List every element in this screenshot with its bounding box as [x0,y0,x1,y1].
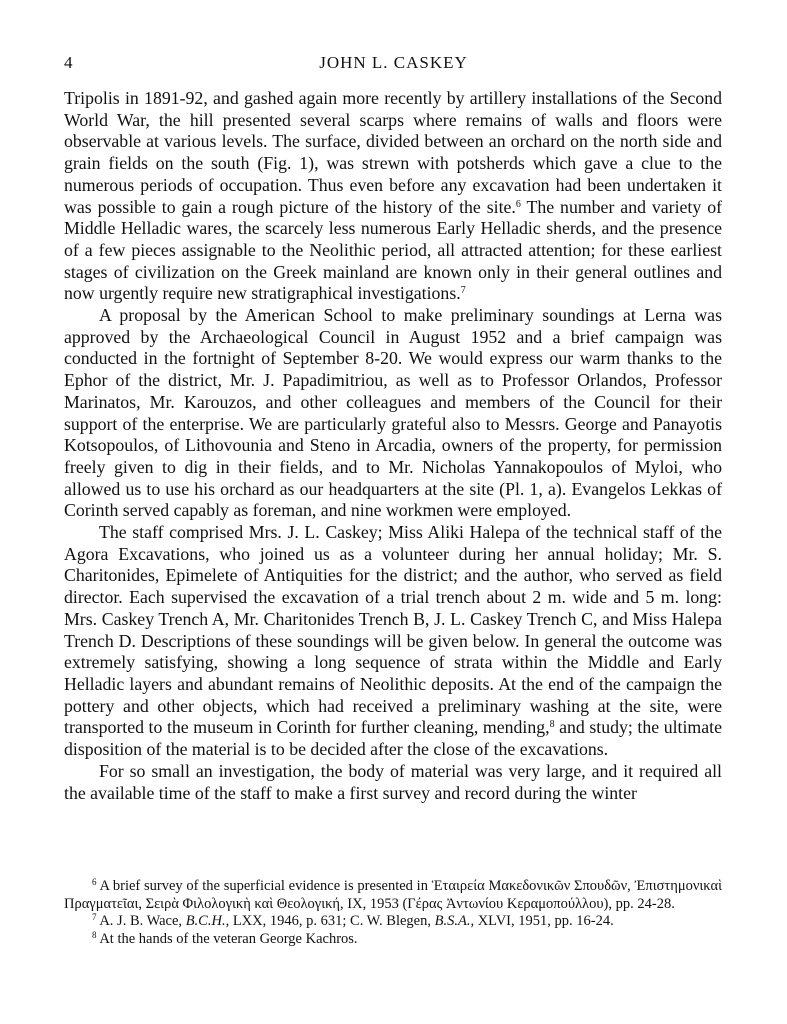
footnote-7: $^7$ A. J. B. Wace, B.C.H., LXX, 1946, p. 631; C. W. Blegen, B.S.A., XLVI, 1951, pp. 16-24. [92,912,614,930]
footnote-ref-6[interactable]: 6 [515,198,521,210]
article-body [64,88,722,804]
paragraph-1: Tripolis in 1891-92, and gashed again more recently by artillery installations of the Second World War, the hill presented several scarps where remains of walls and floors were observable at various levels. The surface, divided between an orchard on the north side and grain fields on the south (Fig. 1), was strewn with potsherds which gave a clue to the numerous periods of occupation. Thus even before any excavation had been undertaken it was possible to gain a rough picture of the history of the site.$^6$ The number and variety of Middle Helladic wares, the scarcely less numerous Early Helladic sherds, and the presence of a few pieces assignable to the Neolithic period, all attracted attention; for these earliest stages of civilization on the Greek mainland are known only in their general outlines and now urgently require new stratigraphical investigations.$^7$ [64,88,723,304]
paragraph-3: The staff comprised Mrs. J. L. Caskey; Miss Aliki Halepa of the technical staff of the Agora Excavations, who joined us as a volunteer during her annual holiday; Mr. S. Charitonides, Epimelete of Antiquities for the district; and the author, who served as field director. Each supervised the excavation of a trial trench about 2 m. wide and 5 m. long: Mrs. Caskey Trench A, Mr. Charitonides Trench B, J. L. Caskey Trench C, and Miss Halepa Trench D. Descriptions of these soundings will be given below. In general the outcome was extremely satisfying, showing a long sequence of strata within the Middle and Early Helladic layers and abundant remains of Neolithic deposits. At the end of the campaign the pottery and other objects, which had received a preliminary washing at the site, were transported to the museum in Corinth for further cleaning, mending,$^8$ and study; the ultimate disposition of the material is to be decided after the close of the excavations. [64,522,722,760]
running-head [64,53,723,75]
paragraph-4: For so small an investigation, the body of material was very large, and it required all the available time of the staff to make a first survey and record during the winter [64,760,722,803]
footnote-ref-7[interactable]: 7 [460,285,466,297]
page-number: 4 [64,53,73,72]
footnotes [64,878,722,948]
paragraph-2: A proposal by the American School to make preliminary soundings at Lerna was approved by the Archaeological Council in August 1952 and a brief campaign was conducted in the fortnight of September 8-20. We would express our warm thanks to the Ephor of the district, Mr. J. Papadimitriou, as well as to Professor Orlandos, Professor Marinatos, Mr. Karouzos, and other colleagues and members of the Council for their support of the enterprise. We are particularly grateful also to Messrs. George and Panayotis Kotsopoulos, of Lithovounia and Steno in Arcadia, owners of the property, for permission freely given to dig in their fields, and to Mr. Nicholas Yannakopoulos of Myloi, who allowed us to use his orchard as our headquarters at the site (Pl. 1, a). Evangelos Lekkas of Corinth served capably as foreman, and nine workmen were employed. [64,305,722,521]
running-title: JOHN L. CASKEY [319,53,468,72]
footnote-6: $^6$ A brief survey of the superficial evidence is presented in Ἑταιρεία Μακεδονικῶν Σπουδῶν, Ἐπιστημονικαὶ Πραγματεῖαι, Σειρὰ Φιλολογικὴ καὶ Θεολογική, IX, 1953 (Γέρας Ἀντωνίου Κεραμοπούλλου), pp. 24-28. [64,877,722,912]
footnote-ref-8[interactable]: 8 [549,719,555,731]
footnote-8: $^8$ At the hands of the veteran George Kachros. [92,929,358,947]
